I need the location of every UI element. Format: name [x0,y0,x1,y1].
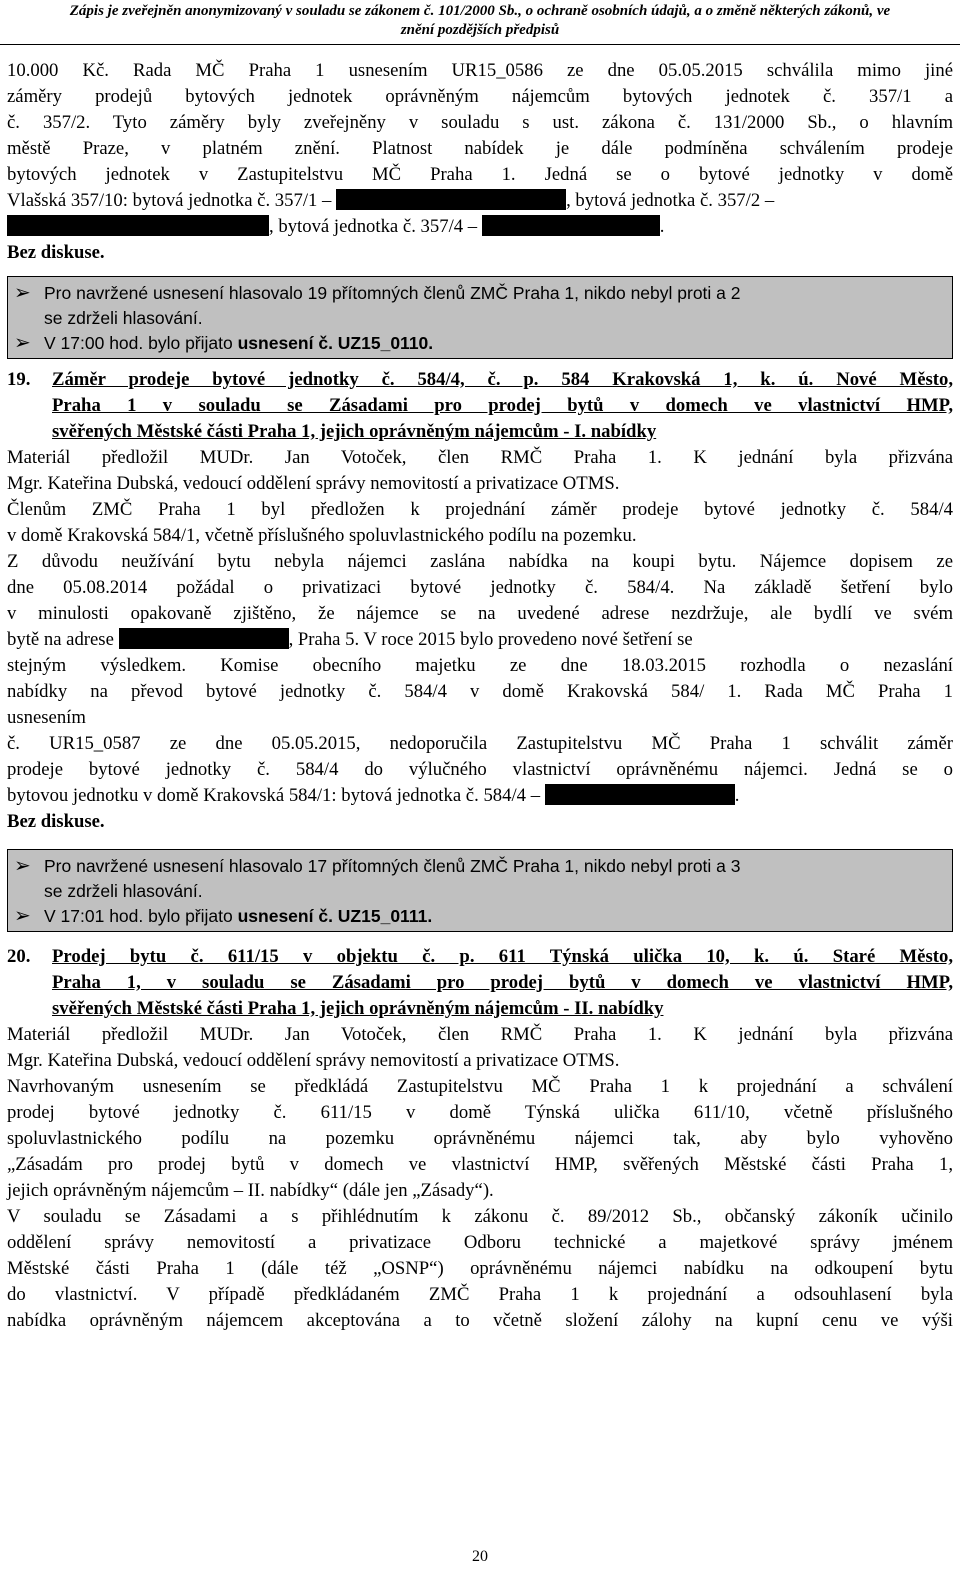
text-line: v domě Krakovská 584/1, včetně příslušného spoluvlastnického podílu na pozemku. [7,525,637,546]
text-line: nabídka oprávněným nájemcem akceptována a to včetně složení zálohy na kupní cenu ve výši [7,1310,953,1331]
text-line: prodej bytové jednotky č. 611/15 v domě Týnská ulička 611/10, včetně příslušného [7,1102,953,1123]
text-line: spoluvlastnického podílu na pozemku oprávněnému nájemci tak, aby bylo vyhověno [7,1128,953,1149]
vote-text: V 17:01 hod. bylo přijato [44,906,238,926]
text-line: nabídky na převod bytové jednotky č. 584/4 v domě Krakovská 584/ 1. Rada MČ Praha 1 [7,681,953,702]
vote-text: Pro navržené usnesení hlasovalo 17 přítomných členů ZMČ Praha 1, nikdo nebyl proti a 3 [44,856,741,876]
text-line: oddělení správy nemovitostí a privatizace Odboru technické a majetkové správy jménem [7,1232,953,1253]
arrow-bullet-icon: ➢ [14,905,31,927]
text-line [7,188,953,214]
heading-line: svěřených Městské části Praha 1, jejich oprávněným nájemcům - II. nabídky [52,998,664,1019]
document-body [7,58,953,1334]
text-fragment: , Praha 5. V roce 2015 bylo provedeno nové šetření se [288,629,693,650]
vote-line: se zdrželi hlasování. [44,881,203,901]
text-line: „Zásadám pro prodej bytů v domech ve vlastnictví HMP, svěřených Městské části Praha 1, [7,1154,953,1175]
text-line: do vlastnictví. V případě předkládaném ZMČ Praha 1 k projednání a odsouhlasení byla [7,1284,953,1305]
no-discussion-note: Bez diskuse. [7,242,105,263]
vote-line [14,331,946,356]
redaction-block [545,784,735,805]
vote-text: V 17:00 hod. bylo přijato [44,333,238,353]
text-fragment: , bytová jednotka č. 357/2 – [566,190,775,211]
text-fragment: Vlašská 357/10: bytová jednotka č. 357/1 – [7,190,332,211]
agenda-item-heading [52,944,953,1022]
text-line: Mgr. Kateřina Dubská, vedoucí oddělení správy nemovitostí a privatizace OTMS. [7,473,620,494]
no-discussion-note: Bez diskuse. [7,811,105,832]
text-line: Členům ZMČ Praha 1 byl předložen k projednání záměr prodeje bytové jednotky č. 584/4 [7,499,953,520]
text-line: 10.000 Kč. Rada MČ Praha 1 usnesením UR15_0586 ze dne 05.05.2015 schválila mimo jiné [7,60,953,81]
page-number: 20 [472,1548,488,1565]
redaction-block [119,628,289,649]
text-line: městě Praze, v platném znění. Platnost nabídek je dále podmíněna schválením prodeje [7,138,953,159]
text-fragment: . [734,785,740,806]
text-line [7,627,953,653]
arrow-bullet-icon: ➢ [14,855,31,877]
text-line: stejným výsledkem. Komise obecního majetku ze dne 18.03.2015 rozhodla o nezaslání [7,655,953,676]
text-line: Z důvodu neužívání bytu nebyla nájemci zaslána nabídka na koupi bytu. Nájemce dopisem ze [7,551,953,572]
vote-line: se zdrželi hlasování. [44,308,203,328]
agenda-item-title [7,944,953,1022]
text-line: Navrhovaným usnesením se předkládá Zastupitelstvu MČ Praha 1 k projednání a schválení [7,1076,953,1097]
agenda-item-body [7,445,953,835]
header-line: Zápis je zveřejněn anonymizovaný v souladu se zákonem č. 101/2000 Sb., o ochraně osobních údajů, a o změně některých zákonů, ve [69,3,891,19]
agenda-item-title [7,367,953,445]
heading-line: Prodej bytu č. 611/15 v objektu č. p. 611 Týnská ulička 10, k. ú. Staré Město, [52,946,953,967]
redaction-block [482,215,660,236]
intro-paragraph [7,58,953,266]
text-fragment: , bytová jednotka č. 357/4 – [269,216,478,237]
text-line: Městské části Praha 1 (dále též „OSNP“) oprávněnému nájemci nabídku na odkoupení bytu [7,1258,953,1279]
text-line: v minulosti opakovaně zjištěno, že nájemce se na uvedené adrese nezdržuje, ale bydlí ve svém [7,603,953,624]
resolution-number: usnesení č. UZ15_0111. [237,906,433,926]
text-line: bytových jednotek v Zastupitelstvu MČ Praha 1. Jedná se o bytové jednotky v domě [7,164,953,185]
vote-box [7,276,953,359]
arrow-bullet-icon: ➢ [14,332,31,354]
text-line [7,783,953,809]
text-line: usnesením [7,707,86,728]
vote-line [14,854,946,879]
vote-line [14,904,946,929]
vote-line [14,281,946,306]
vote-box [7,849,953,932]
agenda-item-body [7,1022,953,1334]
header-rule [0,44,960,45]
page-header [0,2,960,40]
heading-line: Praha 1, v souladu se Zásadami pro prodej bytů v domech ve vlastnictví HMP, [52,972,953,993]
text-line: Materiál předložil MUDr. Jan Votoček, člen RMČ Praha 1. K jednání byla přizvána [7,1024,953,1045]
heading-line: Záměr prodeje bytové jednotky č. 584/4, č. p. 584 Krakovská 1, k. ú. Nové Město, [52,369,953,390]
redaction-block [336,189,566,210]
text-fragment: bytě na adrese [7,629,114,650]
text-fragment: . [659,216,665,237]
text-line [7,214,953,240]
text-line: záměry prodejů bytových jednotek oprávněným nájemcům bytových jednotek č. 357/1 a [7,86,953,107]
text-line: dne 05.08.2014 požádal o privatizaci bytové jednotky č. 584/4. Na základě šetření bylo [7,577,953,598]
text-fragment: bytovou jednotku v domě Krakovská 584/1: bytová jednotka č. 584/4 – [7,785,541,806]
header-line: znění pozdějších předpisů [400,22,560,38]
text-line: č. UR15_0587 ze dne 05.05.2015, nedoporučila Zastupitelstvu MČ Praha 1 schválit záměr [7,733,953,754]
text-line: č. 357/2. Tyto záměry byly zveřejněny v souladu s ust. zákona č. 131/2000 Sb., o hlavním [7,112,953,133]
text-line: Materiál předložil MUDr. Jan Votoček, člen RMČ Praha 1. K jednání byla přizvána [7,447,953,468]
text-line: prodeje bytové jednotky č. 584/4 do výlučného vlastnictví oprávněnému nájemci. Jedná se o [7,759,953,780]
agenda-item-number: 20. [7,946,31,967]
arrow-bullet-icon: ➢ [14,282,31,304]
vote-text: Pro navržené usnesení hlasovalo 19 přítomných členů ZMČ Praha 1, nikdo nebyl proti a 2 [44,283,741,303]
agenda-item-heading [52,367,953,445]
redaction-block [7,215,269,236]
text-line: Mgr. Kateřina Dubská, vedoucí oddělení správy nemovitostí a privatizace OTMS. [7,1050,620,1071]
resolution-number: usnesení č. UZ15_0110. [237,333,434,353]
heading-line: Praha 1 v souladu se Zásadami pro prodej bytů v domech ve vlastnictví HMP, [52,395,953,416]
heading-line: svěřených Městské části Praha 1, jejich oprávněným nájemcům - I. nabídky [52,421,657,442]
text-line: jejich oprávněným nájemcům – II. nabídky“ (dále jen „Zásady“). [7,1180,494,1201]
agenda-item-number: 19. [7,369,31,390]
text-line: V souladu se Zásadami a s přihlédnutím k zákonu č. 89/2012 Sb., občanský zákoník učinilo [7,1206,953,1227]
